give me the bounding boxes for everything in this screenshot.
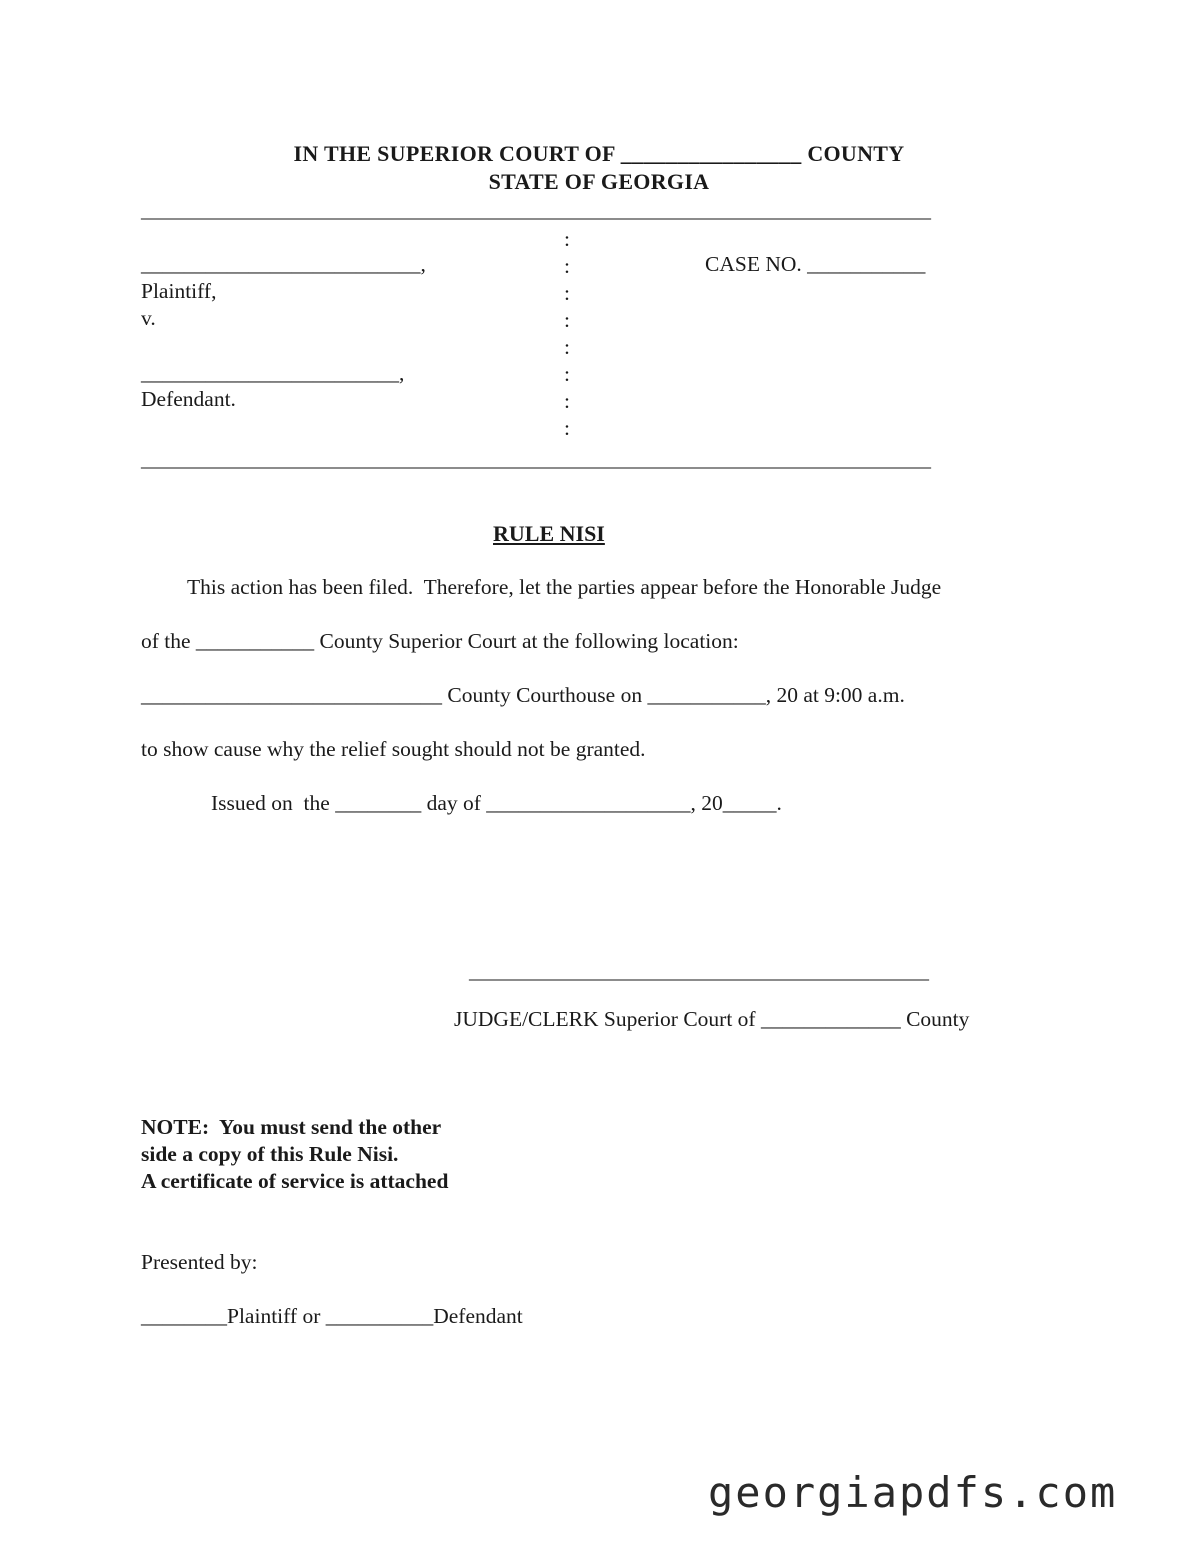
presented-by-options[interactable]: ________Plaintiff or __________Defendant [141, 1304, 523, 1328]
defendant-name-blank[interactable]: ________________________, [141, 361, 405, 385]
caption-separator-top: _______________________________________________________________________________ [141, 200, 931, 222]
note-block [141, 1114, 441, 1141]
note-line-2: side a copy of this Rule Nisi. [141, 1142, 399, 1166]
defendant-label: Defendant. [141, 387, 236, 411]
colon: : [564, 389, 570, 413]
court-title: IN THE SUPERIOR COURT OF ________________ COUNTY [293, 141, 905, 166]
presented-by-label: Presented by: [141, 1250, 258, 1274]
watermark-text: georgiapdfs.com [708, 1468, 1118, 1517]
versus-label: v. [141, 306, 156, 330]
colon: : [564, 335, 570, 359]
state-title: STATE OF GEORGIA [488, 169, 710, 194]
colon: : [564, 281, 570, 305]
note-prefix: NOTE [141, 1115, 202, 1139]
document-heading: RULE NISI [493, 521, 605, 546]
body-line-3[interactable]: ____________________________ County Courthouse on ___________, 20 at 9:00 a.m. [141, 683, 905, 707]
colon: : [564, 254, 570, 278]
signature-label[interactable]: JUDGE/CLERK Superior Court of _____________ County [454, 1007, 970, 1031]
body-line-2[interactable]: of the ___________ County Superior Court at the following location: [141, 629, 739, 653]
colon: : [564, 308, 570, 332]
issued-date-line[interactable]: Issued on the ________ day of ___________________, 20_____. [211, 791, 782, 815]
colon: : [564, 362, 570, 386]
caption-separator-bottom: _______________________________________________________________________________ [141, 449, 931, 471]
signature-line[interactable]: ______________________________________________ [469, 961, 929, 983]
note-line-3: A certificate of service is attached [141, 1169, 449, 1193]
case-number-field[interactable]: CASE NO. ___________ [705, 252, 926, 276]
plaintiff-label: Plaintiff, [141, 279, 217, 303]
note-line-1: : You must send the other [201, 1115, 442, 1139]
colon: : [564, 227, 570, 251]
colon: : [564, 416, 570, 440]
body-line-1: This action has been filed. Therefore, let the parties appear before the Honorable Judge [187, 575, 942, 599]
plaintiff-name-blank[interactable]: __________________________, [141, 252, 426, 276]
body-line-4: to show cause why the relief sought should not be granted. [141, 737, 646, 761]
